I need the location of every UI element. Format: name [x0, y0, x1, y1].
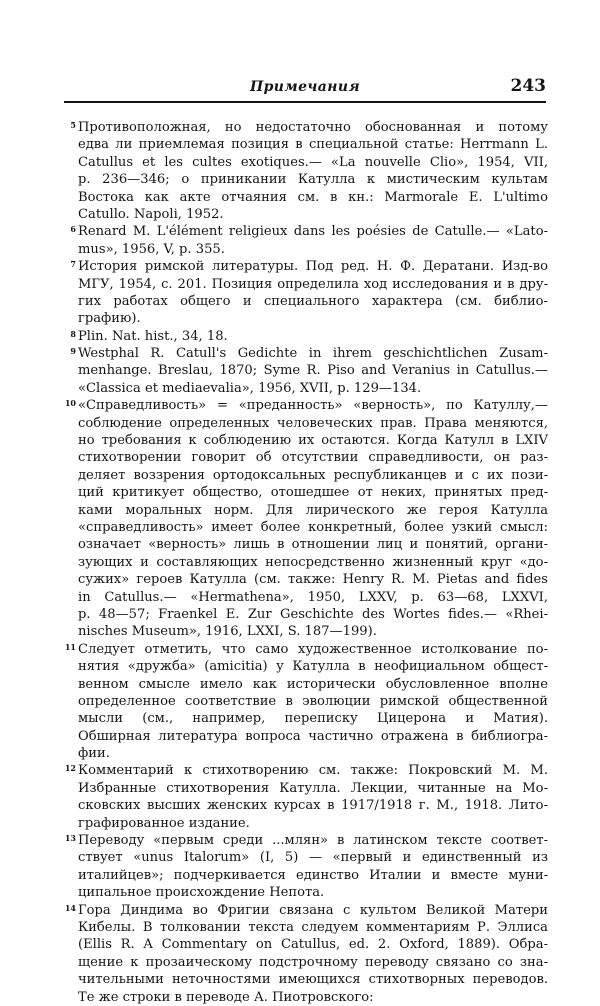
endnote [60, 119, 548, 223]
text-line: Переводу «первым среди ...млян» в латинском тексте соответ- [78, 833, 548, 849]
text-line: Кибелы. В толковании текста следуем комментариям Р. Эллиса [78, 919, 548, 935]
text-line: mus», 1956, V, p. 355. [78, 241, 225, 257]
text-line: Catullus et les cultes exotiques.— «La nouvelle Clio», 1954, VII, [78, 154, 548, 170]
endnote-number: 12 [64, 763, 76, 774]
text-line: нятия «дружба» (amicitia) у Катулла в неофициальном общест- [78, 659, 548, 675]
text-line: in Catullus.— «Hermathena», 1950, LXXV, p. 63—68, LXXVI, [78, 589, 548, 605]
endnote-text [78, 397, 548, 640]
endnote [60, 258, 548, 328]
endnote [60, 345, 548, 397]
endnote [60, 762, 548, 832]
endnote-number: 6 [70, 224, 76, 235]
endnote [60, 832, 548, 902]
endnote-number: 7 [70, 259, 76, 270]
text-line: венном смысле имело как исторически обусловленное вполне [78, 676, 548, 692]
text-line: щение к прозаическому подстрочному переводу связано со зна- [78, 954, 548, 970]
endnote [60, 223, 548, 258]
text-line: ципальное происхождение Непота. [78, 885, 325, 901]
text-line: определенное соответствие в эволюции римской общественной [78, 693, 548, 709]
endnote-text [78, 762, 548, 832]
text-line: Противоположная, но недостаточно обоснованная и потому [78, 120, 548, 135]
text-line: Обширная литература вопроса частично отражена в библиогра- [78, 728, 548, 744]
endnote-number: 5 [70, 120, 76, 130]
text-line: Следует отметить, что само художественное истолкование по- [78, 641, 548, 657]
text-line: графированное издание. [78, 815, 250, 831]
text-line: но требования к соблюдению их остаются. Когда Катулл в LXIV [78, 433, 548, 449]
text-line: чительными неточностями имеющихся стихотворных переводов. [78, 972, 548, 988]
endnote-text [78, 258, 548, 328]
endnote-text [78, 641, 548, 763]
text-line: графию). [78, 311, 141, 327]
text-line: деляет воззрения ортодоксальных республиканцев и с их пози- [78, 467, 548, 483]
endnote-number: 9 [70, 346, 76, 357]
text-line: (Ellis R. A Commentary on Catullus, ed. 2. Oxford, 1889). Обра- [78, 937, 548, 953]
text-line: сужих» героев Катулла (см. также: Henry R. M. Pietas and fides [78, 572, 548, 588]
endnote [60, 328, 548, 345]
text-line: «Classica et mediaevalia», 1956, XVII, p. 129—134. [78, 380, 422, 396]
text-line: nisches Museum», 1916, LXXI, S. 187—199). [78, 624, 377, 640]
text-line: menhange. Breslau, 1870; Syme R. Piso and Veranius in Catullus.— [78, 363, 548, 379]
endnote-text [78, 902, 548, 1006]
text-line: МГУ, 1954, с. 201. Позиция определила ход исследования и в дру- [78, 276, 548, 292]
endnote [60, 397, 548, 640]
text-line: Westphal R. Catull's Gedichte in ihrem geschichtlichen Zusam- [78, 346, 548, 362]
text-line: Renard M. L'élément religieux dans les poésies de Catulle.— «Lato- [78, 224, 548, 240]
text-line: Те же строки в переводе А. Пиотровского: [78, 989, 374, 1005]
text-line: Гора Диндима во Фригии связана с культом Великой Матери [78, 902, 548, 918]
endnote-number: 11 [64, 641, 76, 652]
text-line: p. 236—346; о приникании Катулла к мистическим культам [78, 172, 548, 188]
text-line: ками моральных норм. Для лирического же героя Катулла [78, 502, 548, 518]
text-line: италийцев»; подчеркивается единство Италии и вместе муни- [78, 867, 548, 883]
endnote-number: 10 [64, 398, 76, 409]
running-title: Примечания [249, 79, 361, 95]
notes-list [60, 119, 548, 1006]
text-line: зующих и составляющих непосредственно жизненный круг «до- [78, 554, 548, 570]
endnote-text [78, 345, 548, 397]
endnote-text [78, 832, 548, 902]
text-line: ствует «unus Italorum» (I, 5) — «первый и единственный из [78, 850, 548, 866]
endnote-number: 8 [70, 328, 76, 339]
endnote [60, 641, 548, 763]
text-line: Комментарий к стихотворению см. также: Покровский М. М. [78, 763, 548, 779]
endnote-text [78, 223, 548, 258]
text-line: Востока как акте отчаяния см. в кн.: Marmorale E. L'ultimo [78, 189, 548, 205]
page-number: 243 [510, 76, 546, 96]
text-line: сковских высших женских курсах в 1917/1918 г. М., 1918. Лито- [78, 798, 548, 814]
running-head [64, 76, 546, 100]
text-line: стихотворении говорит об отсутствии справедливости, он раз- [78, 450, 548, 466]
endnote-text [78, 119, 548, 223]
text-line: История римской литературы. Под ред. Н. Ф. Дератани. Изд-во [78, 259, 548, 275]
endnote [60, 902, 548, 1006]
text-line: Избранные стихотворения Катулла. Лекции, читанные на Мо- [78, 780, 548, 796]
text-line: ций критикует общество, отошедшее от неких, принятых пред- [78, 485, 548, 501]
header-rule [64, 101, 546, 103]
text-line: гих работах общего и специального характера (см. библио- [78, 293, 548, 309]
text-line: «Справедливость» = «преданность» «верность», по Катуллу,— [78, 398, 548, 414]
text-line: «справедливость» имеет более конкретный, более узкий смысл: [78, 519, 548, 535]
endnote-number: 13 [64, 833, 76, 844]
text-line: Catullo. Napoli, 1952. [78, 206, 224, 222]
text-line: p. 48—57; Fraenkel E. Zur Geschichte des Wortes fides.— «Rhei- [78, 606, 548, 622]
text-line: означает «верность» лишь в отношении лиц и понятий, органи- [78, 537, 548, 553]
endnote-text [78, 328, 548, 345]
endnote-number: 14 [64, 902, 76, 913]
text-line: фии. [78, 746, 110, 762]
text-line: едва ли приемлемая позиция в специальной статье: Herrmann L. [78, 137, 548, 153]
text-line: мысли (см., например, переписку Цицерона и Матия). [78, 711, 548, 727]
text-line: соблюдение определенных человеческих прав. Права меняются, [78, 415, 548, 431]
text-line: Plin. Nat. hist., 34, 18. [78, 328, 228, 344]
